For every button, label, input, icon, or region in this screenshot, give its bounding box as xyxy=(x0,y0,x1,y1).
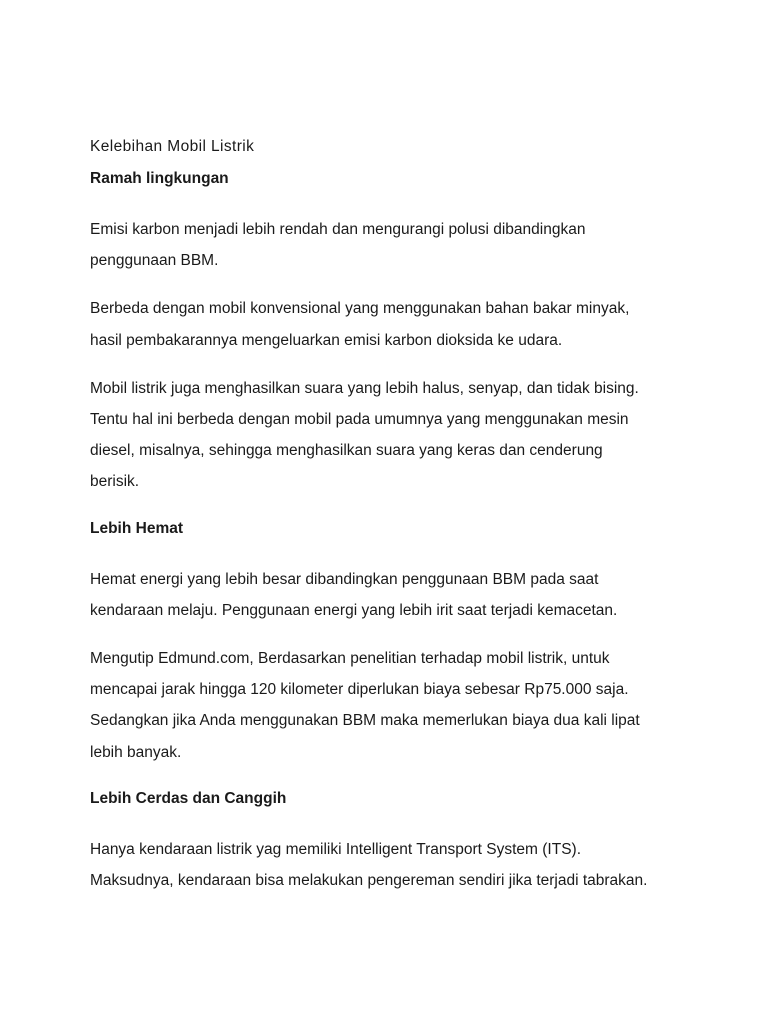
section-heading-lebih-hemat: Lebih Hemat xyxy=(90,519,184,537)
paragraph-line: Hemat energi yang lebih besar dibandingkan penggunaan BBM pada saat xyxy=(90,570,599,588)
document-body xyxy=(90,132,690,896)
paragraph-line: Sedangkan jika Anda menggunakan BBM maka memerlukan biaya dua kali lipat xyxy=(90,712,640,730)
paragraph xyxy=(90,564,690,626)
paragraph-line: penggunaan BBM. xyxy=(90,252,219,270)
section-heading-ramah-lingkungan: Ramah lingkungan xyxy=(90,170,229,187)
paragraph-line: Emisi karbon menjadi lebih rendah dan mengurangi polusi dibandingkan xyxy=(90,221,586,238)
paragraph-line: diesel, misalnya, sehingga menghasilkan suara yang keras dan cenderung xyxy=(90,442,603,460)
paragraph-line: kendaraan melaju. Penggunaan energi yang lebih irit saat terjadi kemacetan. xyxy=(90,601,618,619)
paragraph-line: berisik. xyxy=(90,473,140,491)
paragraph xyxy=(90,373,690,498)
paragraph xyxy=(90,293,690,355)
document-title: Kelebihan Mobil Listrik xyxy=(90,138,255,155)
paragraph-line: Hanya kendaraan listrik yag memiliki Intelligent Transport System (ITS). xyxy=(90,840,582,858)
paragraph-line: Berbeda dengan mobil konvensional yang menggunakan bahan bakar minyak, xyxy=(90,300,630,318)
paragraph-line: Maksudnya, kendaraan bisa melakukan pengereman sendiri jika terjadi tabrakan. xyxy=(90,872,648,890)
paragraph xyxy=(90,214,690,276)
paragraph-line: Tentu hal ini berbeda dengan mobil pada umumnya yang menggunakan mesin xyxy=(90,411,629,429)
paragraph xyxy=(90,643,690,768)
paragraph-line: hasil pembakarannya mengeluarkan emisi karbon dioksida ke udara. xyxy=(90,331,563,349)
paragraph-line: mencapai jarak hingga 120 kilometer diperlukan biaya sebesar Rp75.000 saja. xyxy=(90,681,629,699)
paragraph xyxy=(90,834,690,896)
paragraph-line: Mobil listrik juga menghasilkan suara yang lebih halus, senyap, dan tidak bising. xyxy=(90,379,639,397)
paragraph-line: Mengutip Edmund.com, Berdasarkan penelitian terhadap mobil listrik, untuk xyxy=(90,650,610,668)
section-heading-lebih-cerdas-dan-canggih: Lebih Cerdas dan Canggih xyxy=(90,789,287,807)
paragraph-line: lebih banyak. xyxy=(90,743,182,761)
